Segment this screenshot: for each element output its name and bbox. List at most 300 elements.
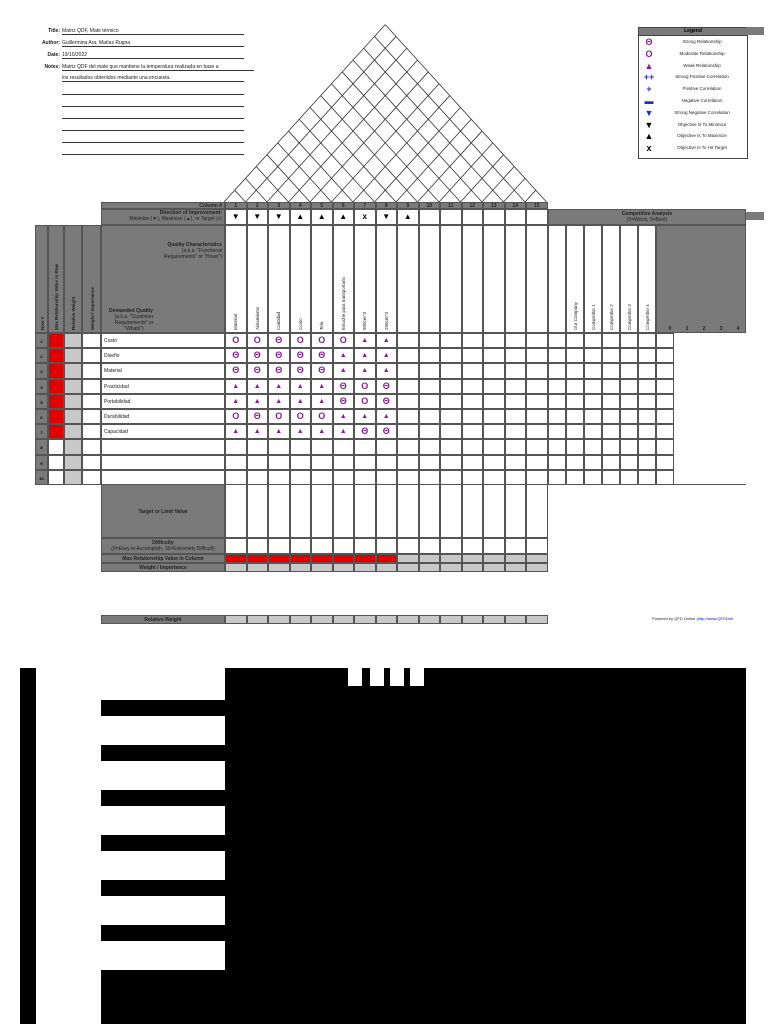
relationship-cell[interactable] [440, 424, 462, 439]
relationship-cell[interactable] [419, 379, 441, 394]
direction-cell[interactable]: ▲ [333, 209, 355, 225]
relationship-cell[interactable] [311, 455, 333, 470]
relationship-cell[interactable] [290, 424, 312, 439]
relationship-cell[interactable] [440, 455, 462, 470]
competitor-rating-cell[interactable] [638, 439, 656, 454]
relationship-cell[interactable] [268, 348, 290, 363]
target-value-cell[interactable] [376, 484, 398, 538]
relationship-cell[interactable] [419, 455, 441, 470]
relationship-cell[interactable] [483, 348, 505, 363]
relationship-cell[interactable] [225, 394, 247, 409]
row-weight-importance[interactable] [82, 348, 101, 363]
relationship-cell[interactable] [290, 394, 312, 409]
competitor-rating-cell[interactable] [602, 379, 620, 394]
quality-characteristic-cell[interactable] [290, 225, 312, 333]
demanded-quality-label[interactable]: Material [101, 363, 225, 378]
target-value-cell[interactable] [419, 484, 441, 538]
relationship-cell[interactable] [376, 394, 398, 409]
competitor-rating-cell[interactable] [584, 333, 602, 348]
relationship-cell[interactable] [268, 424, 290, 439]
competitor-rating-cell[interactable] [566, 455, 584, 470]
relationship-cell[interactable] [483, 409, 505, 424]
relationship-cell[interactable] [290, 363, 312, 378]
relationship-cell[interactable] [225, 333, 247, 348]
competitor-rating-cell[interactable] [584, 424, 602, 439]
relationship-cell[interactable] [483, 379, 505, 394]
relationship-cell[interactable] [505, 455, 527, 470]
notes-line-1[interactable]: Matriz QDF del mate que mantiene la temperatura realizada en base a [62, 64, 254, 71]
relationship-cell[interactable] [505, 363, 527, 378]
target-value-cell[interactable] [354, 484, 376, 538]
target-value-cell[interactable] [333, 484, 355, 538]
title-value[interactable]: Matriz QDF, Mate térmico [62, 28, 244, 35]
target-value-cell[interactable] [505, 484, 527, 538]
relationship-cell[interactable] [311, 439, 333, 454]
competitor-rating-cell[interactable] [656, 333, 674, 348]
relationship-cell[interactable] [505, 424, 527, 439]
competitor-rating-cell[interactable] [584, 363, 602, 378]
relationship-cell[interactable] [247, 394, 269, 409]
relationship-cell[interactable] [526, 455, 548, 470]
relationship-cell[interactable] [311, 333, 333, 348]
relationship-cell[interactable] [483, 439, 505, 454]
relationship-cell[interactable] [526, 379, 548, 394]
relationship-cell[interactable] [225, 439, 247, 454]
relationship-cell[interactable] [225, 348, 247, 363]
competitor-rating-cell[interactable] [584, 439, 602, 454]
row-weight-importance[interactable] [82, 409, 101, 424]
relationship-cell[interactable] [397, 455, 419, 470]
relationship-cell[interactable] [225, 470, 247, 485]
competitor-rating-cell[interactable] [566, 424, 584, 439]
relationship-cell[interactable] [354, 394, 376, 409]
relationship-cell[interactable] [354, 470, 376, 485]
target-value-cell[interactable] [397, 484, 419, 538]
difficulty-cell[interactable] [462, 538, 484, 554]
difficulty-cell[interactable] [526, 538, 548, 554]
target-value-cell[interactable] [526, 484, 548, 538]
quality-characteristic-cell[interactable] [505, 225, 527, 333]
relationship-cell[interactable] [290, 333, 312, 348]
relationship-cell[interactable] [397, 333, 419, 348]
competitor-rating-cell[interactable] [620, 394, 638, 409]
competitor-rating-cell[interactable] [566, 439, 584, 454]
quality-characteristic-cell[interactable] [397, 225, 419, 333]
direction-cell[interactable]: ▲ [311, 209, 333, 225]
relationship-cell[interactable] [290, 470, 312, 485]
author-value[interactable]: Guillermina Ara, Matías Rugna [62, 40, 244, 47]
target-value-cell[interactable] [225, 484, 247, 538]
competitor-rating-cell[interactable] [656, 470, 674, 485]
relationship-cell[interactable] [440, 439, 462, 454]
demanded-quality-label[interactable] [101, 455, 225, 470]
competitor-rating-cell[interactable] [656, 409, 674, 424]
quality-characteristic-cell[interactable] [376, 225, 398, 333]
notes-line-blank[interactable] [62, 94, 244, 95]
relationship-cell[interactable] [419, 424, 441, 439]
competitor-rating-cell[interactable] [656, 394, 674, 409]
relationship-cell[interactable] [526, 333, 548, 348]
row-weight-importance[interactable] [82, 363, 101, 378]
competitor-rating-cell[interactable] [656, 379, 674, 394]
relationship-cell[interactable] [333, 424, 355, 439]
competitor-rating-cell[interactable] [620, 333, 638, 348]
relationship-cell[interactable] [419, 333, 441, 348]
difficulty-cell[interactable] [311, 538, 333, 554]
direction-cell[interactable]: ▼ [225, 209, 247, 225]
relationship-cell[interactable] [290, 455, 312, 470]
relationship-cell[interactable] [419, 439, 441, 454]
relationship-cell[interactable] [225, 424, 247, 439]
relationship-cell[interactable] [247, 348, 269, 363]
row-weight-importance[interactable] [82, 455, 101, 470]
competitor-column-header[interactable] [602, 225, 620, 333]
competitor-rating-cell[interactable] [602, 409, 620, 424]
target-value-cell[interactable] [483, 484, 505, 538]
relationship-cell[interactable] [376, 424, 398, 439]
relationship-cell[interactable] [397, 470, 419, 485]
competitor-column-header[interactable] [620, 225, 638, 333]
competitor-rating-cell[interactable] [638, 455, 656, 470]
difficulty-cell[interactable] [225, 538, 247, 554]
relationship-cell[interactable] [483, 455, 505, 470]
competitor-rating-cell[interactable] [656, 363, 674, 378]
relationship-cell[interactable] [225, 379, 247, 394]
competitor-rating-cell[interactable] [566, 470, 584, 485]
relationship-cell[interactable] [376, 409, 398, 424]
relationship-cell[interactable] [354, 333, 376, 348]
relationship-cell[interactable] [462, 333, 484, 348]
competitor-column-header[interactable] [566, 225, 584, 333]
relationship-cell[interactable] [526, 439, 548, 454]
relationship-cell[interactable] [268, 455, 290, 470]
relationship-cell[interactable] [225, 363, 247, 378]
competitor-rating-cell[interactable] [656, 348, 674, 363]
relationship-cell[interactable] [462, 348, 484, 363]
target-value-cell[interactable] [247, 484, 269, 538]
competitor-rating-cell[interactable] [584, 409, 602, 424]
quality-characteristic-cell[interactable] [311, 225, 333, 333]
row-weight-importance[interactable] [82, 439, 101, 454]
relationship-cell[interactable] [440, 409, 462, 424]
relationship-cell[interactable] [397, 439, 419, 454]
row-weight-importance[interactable] [82, 394, 101, 409]
demanded-quality-label[interactable] [101, 470, 225, 485]
relationship-cell[interactable] [462, 455, 484, 470]
relationship-cell[interactable] [290, 348, 312, 363]
relationship-cell[interactable] [376, 455, 398, 470]
relationship-cell[interactable] [333, 363, 355, 378]
quality-characteristic-cell[interactable] [440, 225, 462, 333]
relationship-cell[interactable] [354, 439, 376, 454]
demanded-quality-label[interactable]: Practicidad [101, 379, 225, 394]
relationship-cell[interactable] [333, 379, 355, 394]
relationship-cell[interactable] [247, 455, 269, 470]
difficulty-cell[interactable] [290, 538, 312, 554]
competitor-rating-cell[interactable] [620, 455, 638, 470]
relationship-cell[interactable] [268, 394, 290, 409]
competitor-rating-cell[interactable] [620, 379, 638, 394]
relationship-cell[interactable] [397, 409, 419, 424]
difficulty-cell[interactable] [440, 538, 462, 554]
direction-cell[interactable]: ▼ [376, 209, 398, 225]
difficulty-cell[interactable] [354, 538, 376, 554]
competitor-rating-cell[interactable] [620, 439, 638, 454]
relationship-cell[interactable] [268, 379, 290, 394]
relationship-cell[interactable] [526, 409, 548, 424]
relationship-cell[interactable] [505, 439, 527, 454]
competitor-rating-cell[interactable] [638, 379, 656, 394]
competitor-rating-cell[interactable] [584, 394, 602, 409]
relationship-cell[interactable] [247, 379, 269, 394]
quality-characteristic-cell[interactable] [268, 225, 290, 333]
relationship-cell[interactable] [462, 424, 484, 439]
direction-cell[interactable] [526, 209, 548, 225]
competitor-rating-cell[interactable] [602, 363, 620, 378]
relationship-cell[interactable] [419, 409, 441, 424]
date-value[interactable]: 19/10/2022 [62, 52, 244, 59]
relationship-cell[interactable] [247, 409, 269, 424]
relationship-cell[interactable] [462, 439, 484, 454]
demanded-quality-label[interactable]: Costo [101, 333, 225, 348]
quality-characteristic-cell[interactable] [419, 225, 441, 333]
competitor-rating-cell[interactable] [638, 409, 656, 424]
relationship-cell[interactable] [440, 470, 462, 485]
relationship-cell[interactable] [397, 363, 419, 378]
relationship-cell[interactable] [333, 470, 355, 485]
relationship-cell[interactable] [440, 333, 462, 348]
relationship-cell[interactable] [462, 470, 484, 485]
competitor-rating-cell[interactable] [584, 455, 602, 470]
relationship-cell[interactable] [311, 409, 333, 424]
relationship-cell[interactable] [419, 470, 441, 485]
relationship-cell[interactable] [505, 470, 527, 485]
relationship-cell[interactable] [268, 439, 290, 454]
relationship-cell[interactable] [440, 348, 462, 363]
relationship-cell[interactable] [311, 470, 333, 485]
relationship-cell[interactable] [462, 409, 484, 424]
relationship-cell[interactable] [526, 348, 548, 363]
competitor-rating-cell[interactable] [566, 409, 584, 424]
relationship-cell[interactable] [354, 363, 376, 378]
qfd-online-link[interactable]: (http://www.QFDOnli [696, 616, 733, 621]
competitor-rating-cell[interactable] [638, 470, 656, 485]
relationship-cell[interactable] [483, 470, 505, 485]
relationship-cell[interactable] [247, 439, 269, 454]
relationship-cell[interactable] [397, 379, 419, 394]
relationship-cell[interactable] [354, 455, 376, 470]
quality-characteristic-cell[interactable] [225, 225, 247, 333]
demanded-quality-label[interactable]: Durabilidad [101, 409, 225, 424]
relationship-cell[interactable] [440, 379, 462, 394]
relationship-cell[interactable] [333, 409, 355, 424]
relationship-cell[interactable] [247, 363, 269, 378]
notes-line-blank[interactable] [62, 142, 244, 143]
relationship-cell[interactable] [505, 379, 527, 394]
relationship-cell[interactable] [440, 363, 462, 378]
relationship-cell[interactable] [268, 409, 290, 424]
relationship-cell[interactable] [247, 333, 269, 348]
target-value-cell[interactable] [290, 484, 312, 538]
difficulty-cell[interactable] [419, 538, 441, 554]
quality-characteristic-cell[interactable] [247, 225, 269, 333]
competitor-rating-cell[interactable] [620, 363, 638, 378]
relationship-cell[interactable] [462, 394, 484, 409]
relationship-cell[interactable] [397, 424, 419, 439]
competitor-rating-cell[interactable] [584, 379, 602, 394]
relationship-cell[interactable] [354, 348, 376, 363]
relationship-cell[interactable] [247, 470, 269, 485]
relationship-cell[interactable] [483, 333, 505, 348]
notes-line-blank[interactable] [62, 130, 244, 131]
competitor-rating-cell[interactable] [602, 470, 620, 485]
direction-cell[interactable] [505, 209, 527, 225]
demanded-quality-label[interactable]: Portabilidad [101, 394, 225, 409]
competitor-rating-cell[interactable] [584, 470, 602, 485]
relationship-cell[interactable] [376, 348, 398, 363]
notes-line-2[interactable]: los resultados obtenidos mediante una encuesta. [62, 75, 244, 82]
notes-line-blank[interactable] [62, 106, 244, 107]
competitor-rating-cell[interactable] [620, 424, 638, 439]
demanded-quality-label[interactable]: Capacidad [101, 424, 225, 439]
difficulty-cell[interactable] [483, 538, 505, 554]
quality-characteristic-cell[interactable] [526, 225, 548, 333]
competitor-column-header[interactable] [584, 225, 602, 333]
competitor-rating-cell[interactable] [566, 348, 584, 363]
competitor-rating-cell[interactable] [638, 424, 656, 439]
target-value-cell[interactable] [440, 484, 462, 538]
direction-cell[interactable]: x [354, 209, 376, 225]
relationship-cell[interactable] [333, 455, 355, 470]
competitor-rating-cell[interactable] [602, 439, 620, 454]
relationship-cell[interactable] [505, 409, 527, 424]
relationship-cell[interactable] [311, 379, 333, 394]
competitor-rating-cell[interactable] [602, 424, 620, 439]
relationship-cell[interactable] [483, 394, 505, 409]
relationship-cell[interactable] [268, 470, 290, 485]
competitor-rating-cell[interactable] [638, 333, 656, 348]
relationship-cell[interactable] [333, 394, 355, 409]
relationship-cell[interactable] [419, 394, 441, 409]
notes-line-blank[interactable] [62, 118, 244, 119]
relationship-cell[interactable] [376, 379, 398, 394]
row-weight-importance[interactable] [82, 424, 101, 439]
relationship-cell[interactable] [526, 470, 548, 485]
relationship-cell[interactable] [311, 424, 333, 439]
relationship-cell[interactable] [354, 424, 376, 439]
relationship-cell[interactable] [333, 333, 355, 348]
direction-cell[interactable] [462, 209, 484, 225]
competitor-rating-cell[interactable] [656, 424, 674, 439]
competitor-rating-cell[interactable] [584, 348, 602, 363]
relationship-cell[interactable] [311, 394, 333, 409]
quality-characteristic-cell[interactable] [354, 225, 376, 333]
competitor-rating-cell[interactable] [638, 348, 656, 363]
direction-cell[interactable]: ▲ [397, 209, 419, 225]
relationship-cell[interactable] [354, 379, 376, 394]
relationship-cell[interactable] [376, 333, 398, 348]
competitor-rating-cell[interactable] [566, 363, 584, 378]
relationship-cell[interactable] [419, 363, 441, 378]
relationship-cell[interactable] [290, 379, 312, 394]
direction-cell[interactable]: ▲ [290, 209, 312, 225]
relationship-cell[interactable] [333, 439, 355, 454]
relationship-cell[interactable] [505, 394, 527, 409]
direction-cell[interactable] [419, 209, 441, 225]
relationship-cell[interactable] [268, 333, 290, 348]
relationship-cell[interactable] [397, 348, 419, 363]
competitor-rating-cell[interactable] [566, 379, 584, 394]
competitor-rating-cell[interactable] [602, 394, 620, 409]
relationship-cell[interactable] [483, 363, 505, 378]
relationship-cell[interactable] [333, 348, 355, 363]
demanded-quality-label[interactable]: Diseño [101, 348, 225, 363]
relationship-cell[interactable] [526, 363, 548, 378]
notes-line-blank[interactable] [62, 154, 244, 155]
direction-cell[interactable] [440, 209, 462, 225]
difficulty-cell[interactable] [397, 538, 419, 554]
competitor-rating-cell[interactable] [620, 409, 638, 424]
quality-characteristic-cell[interactable] [483, 225, 505, 333]
relationship-cell[interactable] [247, 424, 269, 439]
difficulty-cell[interactable] [333, 538, 355, 554]
difficulty-cell[interactable] [268, 538, 290, 554]
quality-characteristic-cell[interactable] [462, 225, 484, 333]
relationship-cell[interactable] [376, 470, 398, 485]
relationship-cell[interactable] [268, 363, 290, 378]
direction-cell[interactable]: ▼ [268, 209, 290, 225]
row-weight-importance[interactable] [82, 470, 101, 485]
target-value-cell[interactable] [268, 484, 290, 538]
relationship-cell[interactable] [419, 348, 441, 363]
relationship-cell[interactable] [225, 409, 247, 424]
relationship-cell[interactable] [462, 379, 484, 394]
competitor-rating-cell[interactable] [638, 363, 656, 378]
relationship-cell[interactable] [311, 363, 333, 378]
quality-characteristic-cell[interactable] [333, 225, 355, 333]
relationship-cell[interactable] [440, 394, 462, 409]
competitor-column-header[interactable] [638, 225, 656, 333]
competitor-rating-cell[interactable] [638, 394, 656, 409]
competitor-rating-cell[interactable] [566, 333, 584, 348]
competitor-rating-cell[interactable] [602, 333, 620, 348]
competitor-rating-cell[interactable] [620, 470, 638, 485]
competitor-rating-cell[interactable] [656, 439, 674, 454]
demanded-quality-label[interactable] [101, 439, 225, 454]
competitor-rating-cell[interactable] [656, 455, 674, 470]
relationship-cell[interactable] [311, 348, 333, 363]
competitor-rating-cell[interactable] [602, 348, 620, 363]
relationship-cell[interactable] [505, 348, 527, 363]
row-weight-importance[interactable] [82, 333, 101, 348]
relationship-cell[interactable] [376, 363, 398, 378]
direction-cell[interactable] [483, 209, 505, 225]
difficulty-cell[interactable] [247, 538, 269, 554]
relationship-cell[interactable] [526, 424, 548, 439]
difficulty-cell[interactable] [505, 538, 527, 554]
relationship-cell[interactable] [290, 409, 312, 424]
relationship-cell[interactable] [290, 439, 312, 454]
relationship-cell[interactable] [397, 394, 419, 409]
relationship-cell[interactable] [526, 394, 548, 409]
competitor-rating-cell[interactable] [620, 348, 638, 363]
target-value-cell[interactable] [311, 484, 333, 538]
direction-cell[interactable]: ▼ [247, 209, 269, 225]
relationship-cell[interactable] [354, 409, 376, 424]
relationship-cell[interactable] [505, 333, 527, 348]
relationship-cell[interactable] [483, 424, 505, 439]
difficulty-cell[interactable] [376, 538, 398, 554]
